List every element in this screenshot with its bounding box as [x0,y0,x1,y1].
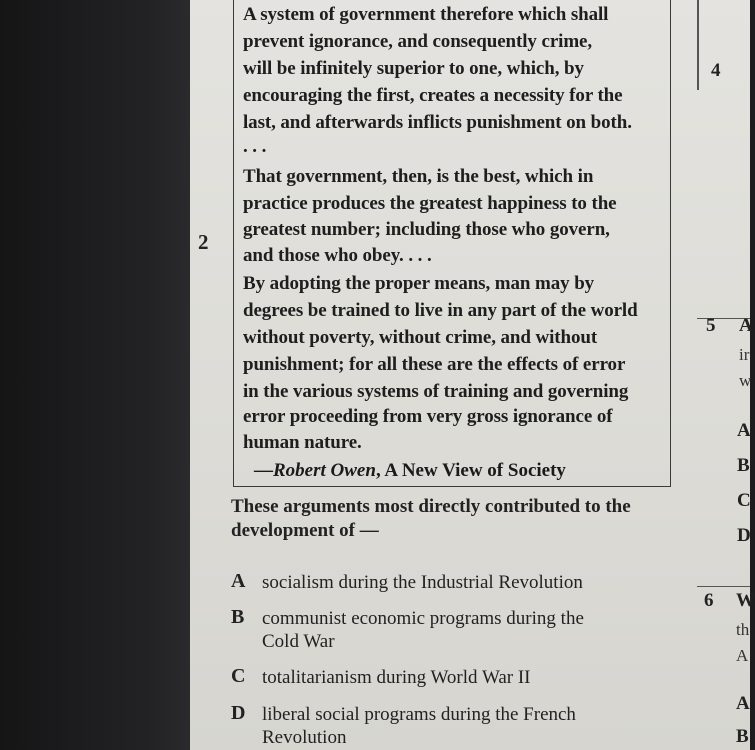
right-fragment: ir [739,345,750,364]
quote-line: By adopting the proper means, man may by [243,273,595,294]
right-fragment: W [736,590,755,611]
question-6-number: 6 [704,590,714,611]
choice-text: liberal social programs during the French [262,704,576,725]
quote-line: degrees be trained to live in any part of the world [243,300,638,321]
quote-line: A system of government therefore which shall [243,4,609,25]
right-fragment: A [736,646,749,665]
attribution-dash: — [254,460,273,481]
question-stem: These arguments most directly contributed to the [231,496,631,517]
dark-bezel [0,0,190,750]
right-fragment: B [736,726,749,747]
right-fragment: C [737,490,751,511]
choice-text: socialism during the Industrial Revolution [262,572,583,593]
choice-text: totalitarianism during World War II [262,667,531,688]
quote-ellipsis: . . . [243,136,267,157]
quote-line: without poverty, without crime, and without [243,327,598,348]
right-fragment: B [737,455,750,476]
quote-line: in the various systems of training and governing [243,381,629,402]
quote-attribution [254,460,566,482]
choice-text: Cold War [262,631,335,652]
quote-line: That government, then, is the best, which in [243,166,594,187]
quote-line: greatest number; including those who govern, [243,219,610,240]
right-fragment: th [736,620,750,639]
attribution-work: A New View of Society [384,460,566,481]
right-fragment: A [739,315,753,336]
column-divider [697,0,699,90]
quote-line: and those who obey. . . . [243,245,432,266]
choice-letter: B [231,606,245,628]
attribution-author: Robert Owen [273,460,376,481]
choice-letter: A [231,570,246,592]
choice-text: Revolution [262,727,347,748]
right-fragment: A [737,420,751,441]
question-5-number: 5 [706,315,716,336]
quote-line: human nature. [243,432,362,453]
quote-line: punishment; for all these are the effects of error [243,354,626,375]
attribution-sep: , [375,460,385,481]
quote-line: last, and afterwards inflicts punishment on both. [243,112,632,133]
question-stem: development of — [231,520,379,541]
quote-line: practice produces the greatest happiness to the [243,193,617,214]
right-fragment: A [736,693,750,714]
column-divider [697,586,750,587]
quote-line: encouraging the first, creates a necessity for the [243,85,623,106]
quote-line: error proceeding from very gross ignorance of [243,406,613,427]
choice-text: communist economic programs during the [262,608,584,629]
quote-line: will be infinitely superior to one, which, by [243,58,584,79]
question-2-number: 2 [198,230,209,254]
quote-line: prevent ignorance, and consequently crime, [243,31,593,52]
choice-letter: D [231,702,246,724]
right-fragment: w [739,371,752,390]
question-4-number: 4 [711,60,721,81]
choice-letter: C [231,665,246,687]
right-fragment: D [737,525,751,546]
